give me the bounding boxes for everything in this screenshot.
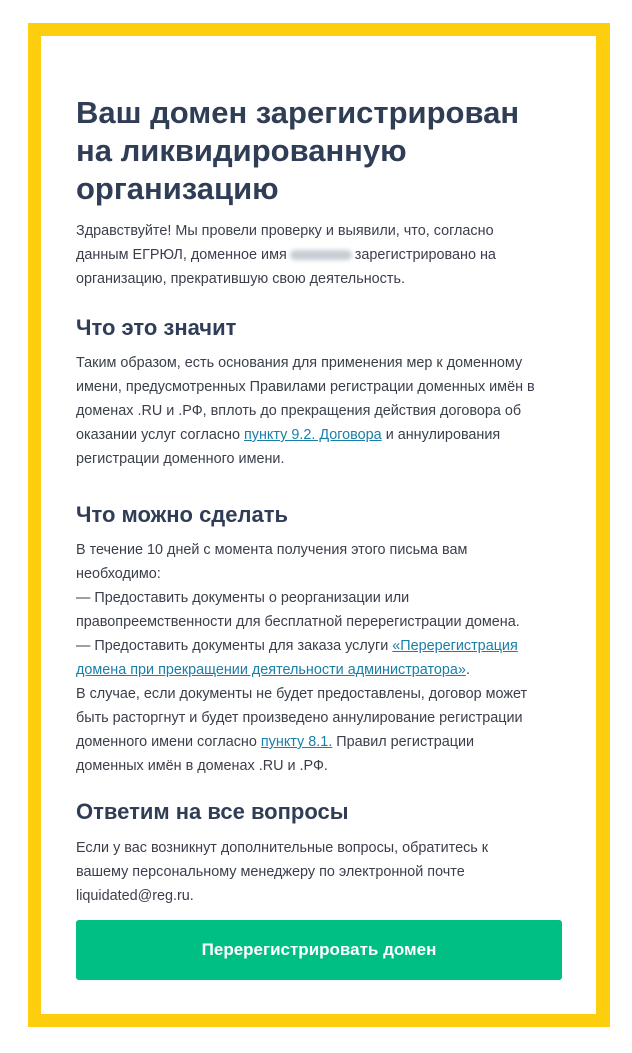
reregister-domain-button[interactable]: Перерегистрировать домен bbox=[76, 920, 562, 980]
rules-clause-8-1-link[interactable]: пункту 8.1. bbox=[260, 734, 333, 750]
page-title: Ваш домен зарегистрирован на ликвидированную организацию bbox=[76, 95, 520, 206]
support-email: liquidated@reg.ru. bbox=[76, 888, 194, 904]
section-heading-meaning: Что это значит bbox=[76, 315, 237, 340]
email-card bbox=[41, 36, 596, 1014]
intro-paragraph: Здравствуйте! Мы провели проверку и выявили, что, согласно данным ЕГРЮЛ, доменное имя зарегистрировано на организацию, прекратившую свою деятельность. bbox=[76, 223, 496, 287]
actions-paragraph: В течение 10 дней с момента получения этого письма вам необходимо: — Предоставить документы о реорганизации или правопреемственности для бесплатной перерегистрации домена. — Предоставить документы для заказа услуги «Перерегистрация домена при прекращении деятельности администратора». В случае, если документы не будет предоставлены, договор может быть расторгнут и будет произведено аннулирование регистрации доменного имени согласно пункту 8.1. Правил регистрации доменных имён в доменах .RU и .РФ. bbox=[76, 542, 528, 774]
contract-clause-9-2-link[interactable]: пункту 9.2. Договора bbox=[244, 427, 382, 443]
questions-paragraph: Если у вас возникнут дополнительные вопросы, обратитесь к вашему персональному менеджеру по электронной почте liquidated@reg.ru. bbox=[76, 836, 566, 908]
reregistration-service-link[interactable]: «Перерегистрация bbox=[392, 638, 518, 654]
meaning-paragraph: Таким образом, есть основания для применения мер к доменному имени, предусмотренных Правилами регистрации доменных имён в доменах .RU и .РФ, вплоть до прекращения действия договора об оказании услуг согласно пункту 9.2. Договора и аннулирования регистрации доменного имени. bbox=[76, 355, 535, 467]
redacted-domain-name bbox=[290, 250, 352, 260]
section-heading-questions: Ответим на все вопросы bbox=[76, 799, 349, 824]
section-heading-actions: Что можно сделать bbox=[76, 502, 289, 527]
reregistration-service-link-cont[interactable]: домена при прекращении деятельности администратора» bbox=[76, 662, 466, 678]
